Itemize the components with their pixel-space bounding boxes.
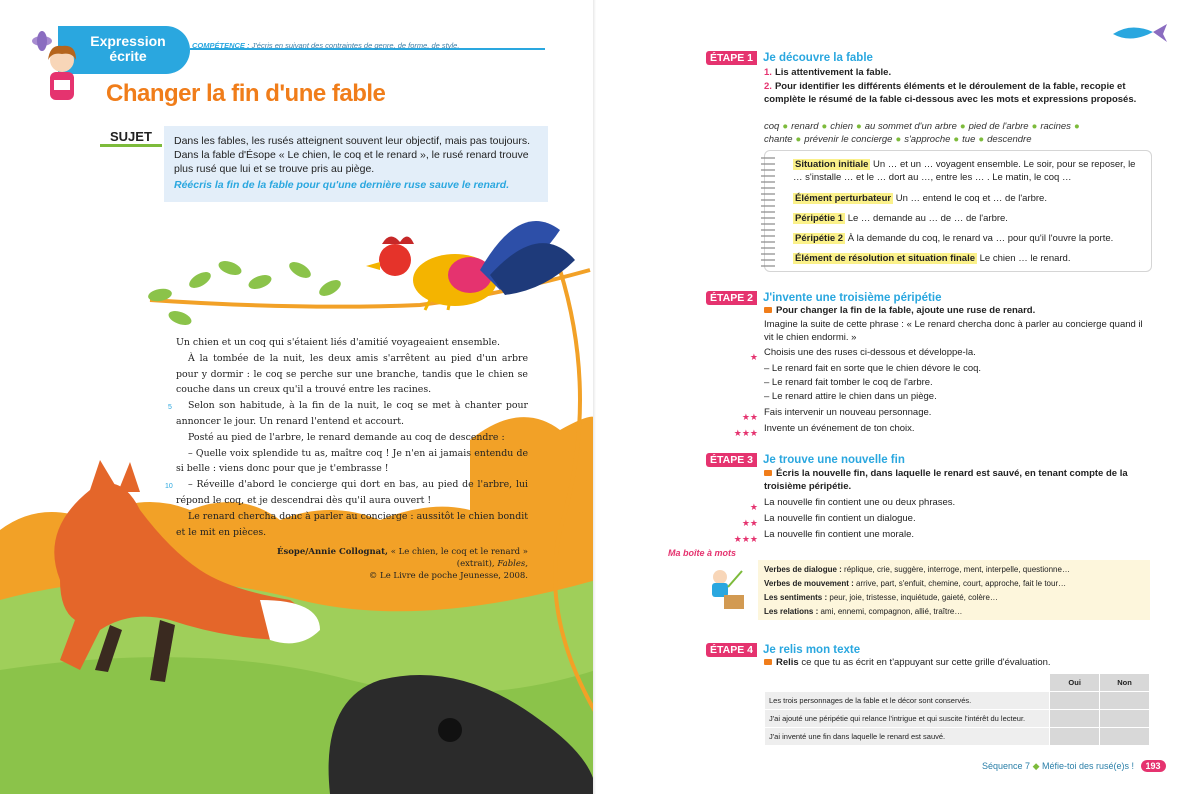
etape1-title: Je découvre la fable xyxy=(762,51,873,64)
boite-a-mots xyxy=(758,560,1150,620)
grid-criterion: J'ai ajouté une péripétie qui relance l'intrigue et qui suscite l'intérêt du lecteur. xyxy=(765,710,1050,728)
badge-line1: Expression xyxy=(90,33,166,49)
page-title: Changer la fin d'une fable xyxy=(106,80,386,107)
etape2-imagine: Imagine la suite de cette phrase : « Le renard chercha donc à parler au concierge quand il vit le chien endormi. » xyxy=(764,319,1143,343)
right-page xyxy=(596,0,1191,794)
word: descendre xyxy=(987,134,1032,145)
etape4-intro xyxy=(764,656,1152,669)
etape2-s1: Choisis une des ruses ci-dessous et développe-la. xyxy=(764,347,976,358)
resume-row-1 xyxy=(793,158,1147,184)
ruse-1: – Le renard fait en sorte que le chien dévore le coq. xyxy=(764,363,982,374)
resume-text: Le chien … le renard. xyxy=(979,253,1071,264)
boite-line-2 xyxy=(764,577,1144,591)
etape2-tag: ÉTAPE 2 xyxy=(706,291,757,305)
line-number-5: 5 xyxy=(168,404,172,411)
etape3-s3: La nouvelle fin contient une morale. xyxy=(764,529,914,540)
resume-text: Le … demande au … de … de l'arbre. xyxy=(847,213,1008,224)
etape4-intro-bold: Relis xyxy=(776,657,799,668)
etape3-title: Je trouve une nouvelle fin xyxy=(762,453,905,466)
badge-line2: écrite xyxy=(109,48,147,64)
footer-title: Méfie-toi des rusé(e)s ! xyxy=(1042,761,1135,771)
competence-text: J'écris en suivant des contraintes de genre, de forme, de style. xyxy=(251,41,460,50)
boite-line-4 xyxy=(764,605,1144,619)
grid-cell-non[interactable] xyxy=(1100,710,1150,728)
word: chien xyxy=(830,121,854,132)
three-stars-icon: ★★★ xyxy=(733,428,758,438)
boite-line-1 xyxy=(764,563,1144,577)
resume-notebook xyxy=(764,150,1152,272)
grid-col-oui: Oui xyxy=(1050,674,1100,692)
grid-criterion: J'ai inventé une fin dans laquelle le renard est sauvé. xyxy=(765,728,1050,746)
boite-text: ami, ennemi, compagnon, allié, traître… xyxy=(820,607,963,616)
fable-text xyxy=(176,335,528,540)
grid-row xyxy=(765,728,1150,746)
resume-label: Péripétie 2 xyxy=(795,233,844,244)
etape3-s1: La nouvelle fin contient une ou deux phrases. xyxy=(764,497,956,508)
etape1-instr1 xyxy=(764,66,1152,79)
sujet-label: SUJET xyxy=(104,127,162,147)
resume-text: À la demande du coq, le renard va … pour qu'il l'ouvre la porte. xyxy=(847,233,1114,244)
etape4-title: Je relis mon texte xyxy=(762,643,861,656)
etape1-tag: ÉTAPE 1 xyxy=(706,51,757,65)
etape2-s3: Invente un événement de ton choix. xyxy=(764,423,915,434)
etape1-header xyxy=(706,49,873,67)
etape3-intro xyxy=(764,467,1152,493)
sujet-consigne: Réécris la fin de la fable pour qu'une dernière ruse sauve le renard. xyxy=(174,179,510,191)
etape2-intro xyxy=(764,304,1152,317)
grid-row xyxy=(765,710,1150,728)
etape2-s2: Fais intervenir un nouveau personnage. xyxy=(764,407,932,418)
instr2-number: 2. xyxy=(764,81,772,92)
grid-criterion: Les trois personnages de la fable et le décor sont conservés. xyxy=(765,692,1050,710)
etape3-tag: ÉTAPE 3 xyxy=(706,453,757,467)
etape4-tag: ÉTAPE 4 xyxy=(706,643,757,657)
instr2-text: Pour identifier les différents éléments et le déroulement de la fable, recopie et complète le résumé de la fable ci-dessous avec les mots et expressions proposés. xyxy=(764,81,1137,105)
resume-label: Élément perturbateur xyxy=(795,193,892,204)
student-avatar xyxy=(40,42,84,102)
word: au sommet d'un arbre xyxy=(864,121,957,132)
fable-p3: Selon son habitude, à la fin de la nuit, le coq se met à chanter pour annoncer le jour. Un renard l'entend et accourt. xyxy=(176,400,528,427)
fable-p7: Le renard chercha donc à parler au concierge : aussitôt le chien bondit et le mit en pièces. xyxy=(176,510,528,538)
resume-label: Élément de résolution et situation finale xyxy=(795,253,975,264)
word: s'approche xyxy=(904,134,951,145)
resume-row-2 xyxy=(793,192,1047,205)
grid-cell-oui[interactable] xyxy=(1050,728,1100,746)
instr1-text: Lis attentivement la fable. xyxy=(774,67,892,78)
boite-text: peur, joie, tristesse, inquiétude, gaieté, colère… xyxy=(829,593,998,602)
sujet-text: Dans les fables, les rusés atteignent souvent leur objectif, mais pas toujours. Dans la fable d'Ésope « Le chien, le coq et le renard », le rusé renard trouve plus rusé que lui et se trouve pris au piège. xyxy=(174,135,531,175)
fable-p2: À la tombée de la nuit, les deux amis s'arrêtent au pied d'un arbre pour y dormir : le coq se perche sur une branche, tandis que le chien se couche dans un creux qu'il a trouvé entre les racines. xyxy=(176,352,528,396)
boite-label: Les relations : xyxy=(764,607,819,616)
page-number: 193 xyxy=(1141,760,1166,772)
boite-label: Verbes de mouvement : xyxy=(764,579,854,588)
sujet-box xyxy=(164,126,548,202)
word: tue xyxy=(962,134,976,145)
two-stars-icon: ★★ xyxy=(741,412,758,422)
etape3-intro-text: Écris la nouvelle fin, dans laquelle le renard est sauvé, en tenant compte de la troisième péripétie. xyxy=(764,468,1128,492)
resume-row-5 xyxy=(793,252,1070,265)
etape2-title: J'invente une troisième péripétie xyxy=(762,291,942,304)
ruse-2: – Le renard fait tomber le coq de l'arbre. xyxy=(764,377,933,388)
fable-p6: – Réveille d'abord le concierge qui dort en bas, au pied de l'arbre, lui répond le coq, et je descendrai dès qu'il aura ouvert ! xyxy=(176,479,528,506)
boite-text: réplique, crie, suggère, interroge, ment, interpelle, questionne… xyxy=(844,565,1070,574)
word: racines xyxy=(1040,121,1071,132)
resume-row-3 xyxy=(793,212,1008,225)
grid-cell-oui[interactable] xyxy=(1050,692,1100,710)
three-stars-icon: ★★★ xyxy=(733,534,758,544)
etape4-intro-text: ce que tu as écrit en t'appuyant sur cette grille d'évaluation. xyxy=(801,657,1051,668)
fable-p5: – Quelle voix splendide tu as, maître coq ! Je n'en ai jamais entendu de si belle : viens donc pour que je t'embrasse ! xyxy=(176,447,528,475)
footer-separator-icon: ◆ xyxy=(1032,761,1040,771)
boite-text: arrive, part, s'enfuit, chemine, court, approche, fait le tour… xyxy=(856,579,1067,588)
word: prévenir le concierge xyxy=(804,134,893,145)
kid-with-box-icon xyxy=(702,565,750,613)
word-bank: coq ● renard ● chien ● au sommet d'un arbre ● pied de l'arbre ● racines ● chante ● prévenir le concierge ● s'approche ● tue ● descendre xyxy=(764,121,1080,145)
boite-line-3 xyxy=(764,591,1144,605)
resume-row-4 xyxy=(793,232,1113,245)
boite-label: Les sentiments : xyxy=(764,593,828,602)
resume-label: Situation initiale xyxy=(795,159,869,170)
fish-icon xyxy=(1111,22,1171,44)
boite-a-mots-label: Ma boîte à mots xyxy=(668,548,737,558)
grid-cell-oui[interactable] xyxy=(1050,710,1100,728)
etape2-intro-text: Pour changer la fin de la fable, ajoute une ruse de renard. xyxy=(776,305,1036,316)
grid-col-non: Non xyxy=(1100,674,1150,692)
fable-p4: Posté au pied de l'arbre, le renard demande au coq de descendre : xyxy=(188,431,505,443)
word: renard xyxy=(791,121,819,132)
fable-source xyxy=(240,546,528,582)
grid-header-row xyxy=(765,674,1150,692)
etape3-s2: La nouvelle fin contient un dialogue. xyxy=(764,513,916,524)
competence-label: COMPÉTENCE : xyxy=(192,41,250,50)
one-star-icon: ★ xyxy=(749,502,758,512)
instr1-number: 1. xyxy=(764,67,772,78)
source-book: Fables, xyxy=(497,559,528,569)
two-stars-icon: ★★ xyxy=(741,518,758,528)
word: pied de l'arbre xyxy=(968,121,1029,132)
page-footer xyxy=(982,760,1166,772)
grid-blank-header xyxy=(765,674,1050,692)
footer-sequence: Séquence 7 xyxy=(982,761,1031,771)
etape1-instr2 xyxy=(764,80,1152,106)
word: chante xyxy=(764,134,793,145)
ruse-3: – Le renard attire le chien dans un piège. xyxy=(764,391,937,402)
source-title: « Le chien, le coq et le renard » (extrait), xyxy=(390,547,528,569)
resume-label: Péripétie 1 xyxy=(795,213,844,224)
line-number-10: 10 xyxy=(165,483,173,490)
resume-text: Un … entend le coq et … de l'arbre. xyxy=(895,193,1047,204)
evaluation-grid xyxy=(764,673,1150,746)
source-publisher: © Le Livre de poche Jeunesse, 2008. xyxy=(368,571,528,581)
resume-text: Un … et un … voyagent ensemble. Le soir, pour se reposer, le … s'installe … et le … dort au …, entre les … . Le matin, le coq … xyxy=(793,159,1136,183)
competence xyxy=(192,41,459,50)
grid-cell-non[interactable] xyxy=(1100,692,1150,710)
grid-row xyxy=(765,692,1150,710)
fable-p1: Un chien et un coq qui s'étaient liés d'amitié voyageaient ensemble. xyxy=(176,337,500,348)
grid-cell-non[interactable] xyxy=(1100,728,1150,746)
boite-label: Verbes de dialogue : xyxy=(764,565,842,574)
word: coq xyxy=(764,121,780,132)
source-author: Ésope/Annie Collognat, xyxy=(277,547,389,557)
one-star-icon: ★ xyxy=(749,352,758,362)
notebook-spiral xyxy=(761,157,775,267)
